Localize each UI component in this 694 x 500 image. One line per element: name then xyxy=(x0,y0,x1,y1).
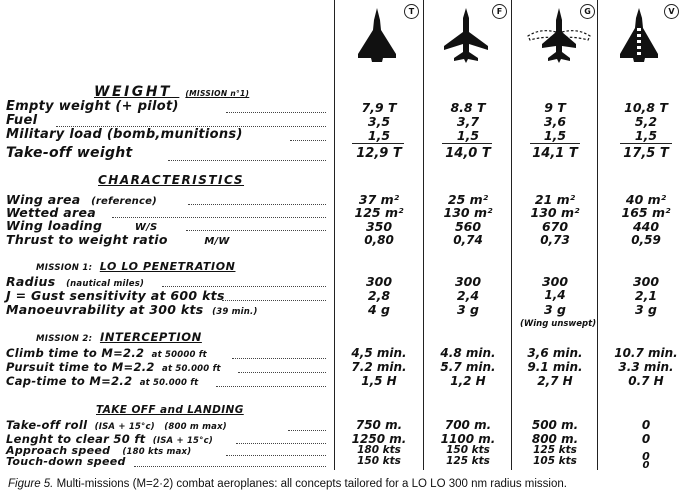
leader-dots xyxy=(134,466,326,467)
value-cell: 7,9 T xyxy=(361,100,397,115)
value-cell: 3 g xyxy=(635,302,657,317)
fixed-wing-tail-icon xyxy=(438,6,494,64)
value-cell: 3.3 min. xyxy=(618,360,674,374)
value-cell: 3,5 xyxy=(367,114,391,129)
value-cell: 4 g xyxy=(368,302,390,317)
value-cell: 21 m² xyxy=(534,192,576,207)
value-cell: 2,7 H xyxy=(537,374,573,388)
section-title-characteristics: CHARACTERISTICS xyxy=(98,173,245,187)
leader-dots xyxy=(226,112,326,113)
section-title-mission2: MISSION 2: INTERCEPTION xyxy=(36,330,202,344)
figure-caption-text: Multi-missions (M=2·2) combat aeroplanes: all concepts tailored for a LO LO 300 nm radius mission. xyxy=(56,478,567,490)
row-label: Radius (nautical miles) xyxy=(6,274,145,289)
concept-badge-v: V xyxy=(664,4,679,19)
value-cell: 1,2 H xyxy=(450,374,486,388)
leader-dots xyxy=(288,430,326,431)
row-label: Military load (bomb,munitions) xyxy=(6,127,243,142)
value-cell: 3 g xyxy=(457,302,479,317)
value-cell: 1,5 xyxy=(634,128,658,143)
value-cell: 5.7 min. xyxy=(440,360,496,374)
row-label: Thrust to weight ratio M/W xyxy=(6,232,230,247)
row-label: Wetted area xyxy=(6,205,97,220)
row-label: Wing loading W/S xyxy=(6,218,158,233)
value-cell: 17,5 T xyxy=(623,146,669,161)
concept-badge-f: F xyxy=(492,4,507,19)
row-label: Pursuit time to M=2.2 at 50.000 ft xyxy=(6,360,221,374)
sum-underline xyxy=(352,143,404,144)
value-cell: 0 xyxy=(641,418,651,432)
sum-underline xyxy=(442,143,492,144)
value-cell: 12,9 T xyxy=(356,146,402,161)
figure-caption xyxy=(8,478,567,490)
concept-badge-g: G xyxy=(580,4,595,19)
value-cell: 2,8 xyxy=(367,288,391,303)
value-cell: 1,5 xyxy=(543,128,567,143)
value-cell: 670 xyxy=(541,219,569,234)
figure-caption-label: Figure 5. xyxy=(8,478,54,490)
value-cell: 300 xyxy=(541,274,569,289)
value-cell: 800 m. xyxy=(531,432,579,446)
value-cell: 40 m² xyxy=(625,192,667,207)
delta-tailless-icon xyxy=(350,6,404,64)
value-cell: 9.1 min. xyxy=(527,360,583,374)
value-cell: 14,1 T xyxy=(532,146,578,161)
value-cell: 5,2 xyxy=(634,114,658,129)
value-cell: 0.7 H xyxy=(628,374,664,388)
value-cell: 3,6 xyxy=(543,114,567,129)
value-cell: 4.8 min. xyxy=(440,346,496,360)
row-label: Manoeuvrability at 300 kts (39 min.) xyxy=(6,302,258,317)
sum-underline xyxy=(530,143,580,144)
value-cell: 10,8 T xyxy=(624,100,668,115)
value-cell: 125 kts xyxy=(533,444,577,456)
value-cell: 0,59 xyxy=(631,233,661,247)
value-cell: 1,4 xyxy=(544,288,566,302)
value-cell: 2,1 xyxy=(634,288,658,303)
row-label: Climb time to M=2.2 at 50000 ft xyxy=(6,346,207,360)
vtol-delta-icon xyxy=(612,6,666,64)
value-cell: 300 xyxy=(365,274,393,289)
row-label: Take-off roll (ISA + 15°c) (800 m max) xyxy=(6,418,227,432)
value-cell: 700 m. xyxy=(444,418,492,432)
value-cell: 300 xyxy=(632,274,660,289)
leader-dots xyxy=(238,372,326,373)
value-cell: 750 m. xyxy=(355,418,403,432)
value-cell: 105 kts xyxy=(533,455,577,467)
section-title-mission1: MISSION 1: LO LO PENETRATION xyxy=(36,260,236,273)
leader-dots xyxy=(236,443,326,444)
value-cell: 440 xyxy=(632,219,660,234)
leader-dots xyxy=(232,358,326,359)
value-cell: 1,5 xyxy=(367,128,391,143)
row-label: Fuel xyxy=(6,113,38,128)
value-cell: 350 xyxy=(365,219,393,234)
value-cell: 8.8 T xyxy=(450,100,486,115)
value-cell: 130 m² xyxy=(443,205,493,220)
value-cell: 125 m² xyxy=(354,205,404,220)
value-cell: 130 m² xyxy=(530,205,580,220)
value-cell: 9 T xyxy=(544,100,566,115)
value-cell: 0 xyxy=(641,432,651,446)
value-cell: 150 kts xyxy=(357,455,401,467)
value-cell: 10.7 min. xyxy=(614,346,678,360)
leader-dots xyxy=(168,160,326,161)
value-cell: 7.2 min. xyxy=(351,360,407,374)
variable-geometry-icon xyxy=(524,6,594,64)
value-cell: 500 m. xyxy=(531,418,579,432)
value-cell: 3,7 xyxy=(456,114,480,129)
section-title-weight: WEIGHT (MISSION n°1) xyxy=(94,84,250,100)
row-label: Cap-time to M=2.2 at 50.000 ft xyxy=(6,374,199,388)
leader-dots xyxy=(290,140,326,141)
value-cell: 1,5 xyxy=(456,128,480,143)
value-cell: 1250 m. xyxy=(351,432,407,446)
value-cell: 37 m² xyxy=(358,192,400,207)
leader-dots xyxy=(216,386,326,387)
sum-underline xyxy=(620,143,672,144)
value-cell: 125 kts xyxy=(446,455,490,467)
value-cell: 0 xyxy=(642,460,650,471)
value-cell: 25 m² xyxy=(447,192,489,207)
value-cell: 1100 m. xyxy=(440,432,496,446)
row-label: Approach speed (180 kts max) xyxy=(6,444,192,457)
concept-badge-t: T xyxy=(404,4,419,19)
value-cell: 0 xyxy=(642,450,650,463)
value-cell: 2,4 xyxy=(456,288,480,303)
section-title-takeoff: TAKE OFF and LANDING xyxy=(96,404,244,416)
value-cell: 560 xyxy=(454,219,482,234)
value-cell: 14,0 T xyxy=(445,146,491,161)
row-label: Empty weight (+ pilot) xyxy=(6,99,179,114)
value-cell: 165 m² xyxy=(621,205,671,220)
value-cell: 150 kts xyxy=(446,444,490,456)
wing-unswept-note: (Wing unswept) xyxy=(520,319,597,329)
row-label: Take-off weight xyxy=(6,145,133,161)
row-label: J = Gust sensitivity at 600 kts xyxy=(6,288,225,303)
row-label: Wing area (reference) xyxy=(6,192,157,207)
value-cell: 0,73 xyxy=(540,233,570,247)
leader-dots xyxy=(186,230,326,231)
value-cell: 4,5 min. xyxy=(351,346,407,360)
leader-dots xyxy=(162,286,326,287)
value-cell: 180 kts xyxy=(357,444,401,456)
value-cell: 0,74 xyxy=(453,233,483,247)
value-cell: 0,80 xyxy=(364,233,394,247)
value-cell: 3 g xyxy=(544,302,566,317)
row-label: Lenght to clear 50 ft (ISA + 15°c) xyxy=(6,432,213,446)
value-cell: 300 xyxy=(454,274,482,289)
value-cell: 3,6 min. xyxy=(527,346,583,360)
row-label: Touch-down speed xyxy=(6,455,126,468)
leader-dots xyxy=(226,455,326,456)
leader-dots xyxy=(188,204,326,205)
leader-dots xyxy=(222,300,326,301)
value-cell: 1,5 H xyxy=(361,374,397,388)
